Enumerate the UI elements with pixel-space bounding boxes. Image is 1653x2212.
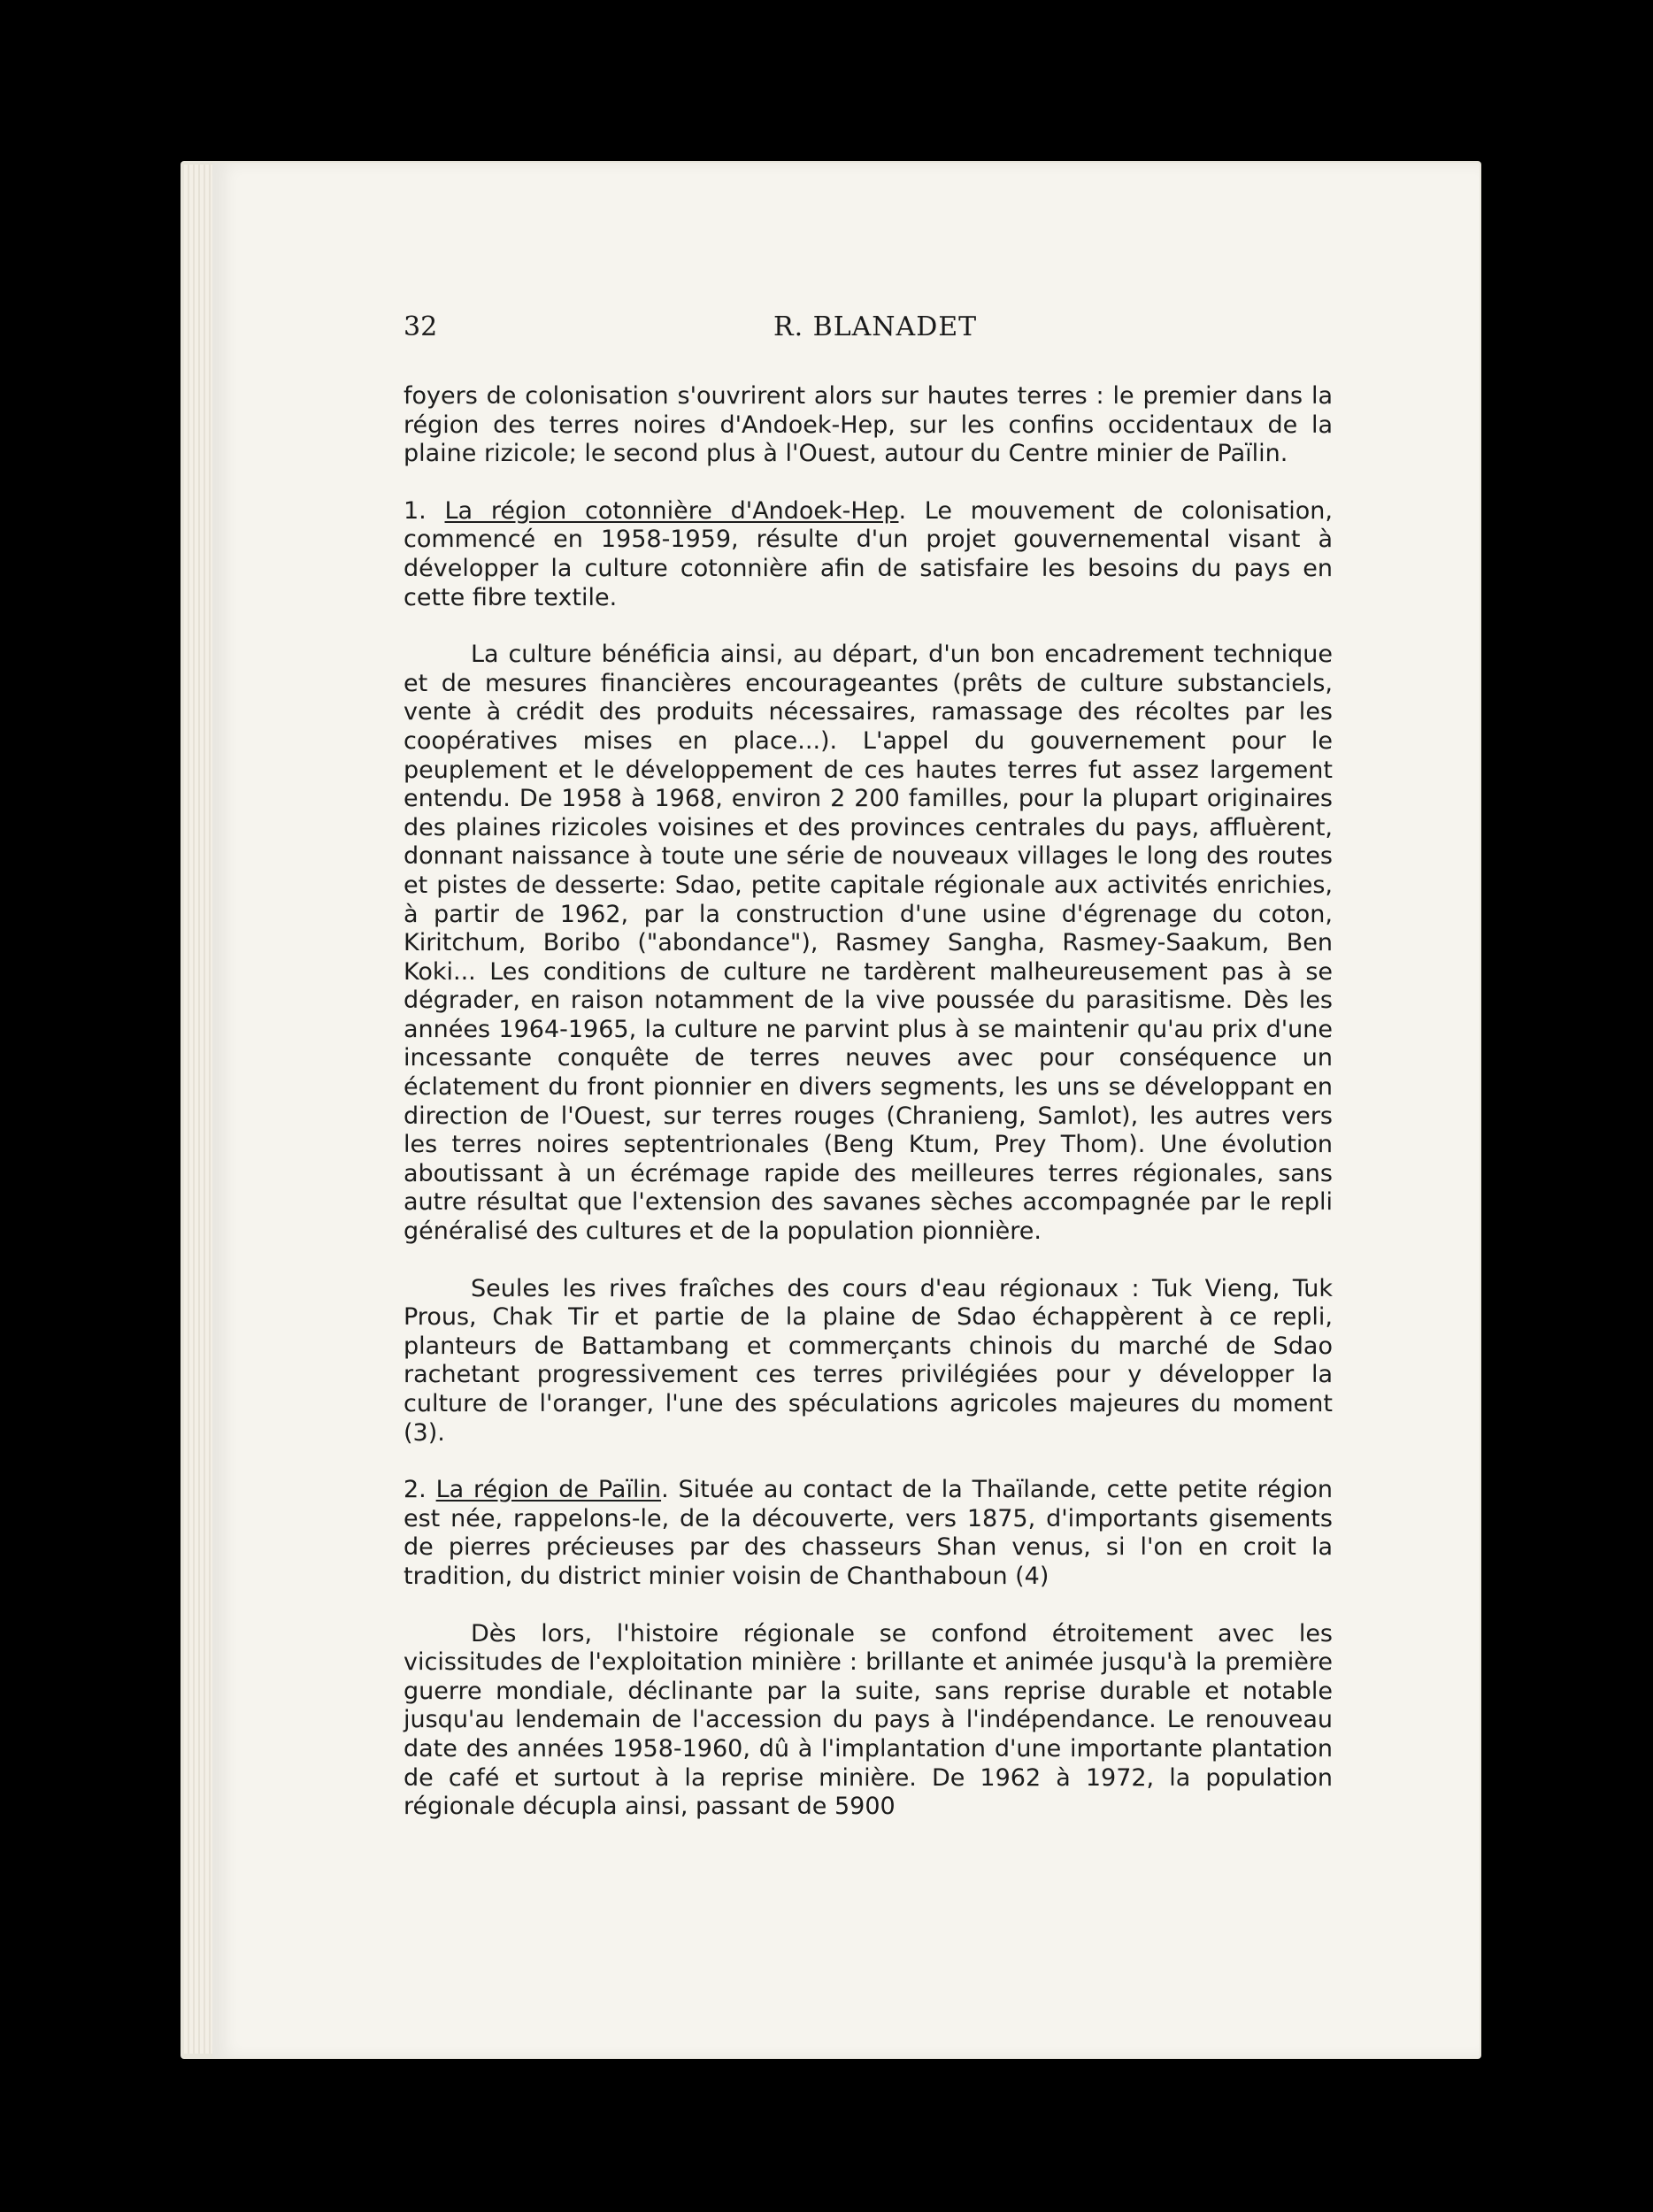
paragraph-regional-history (404, 1620, 1333, 1822)
paragraph-river-banks (404, 1275, 1333, 1448)
section-number: 2. (404, 1476, 427, 1504)
section-number: 1. (404, 496, 427, 525)
running-head-author: R. BLANADET (773, 311, 978, 342)
paragraph-intro (404, 382, 1333, 469)
section-pailin-region (404, 1476, 1333, 1591)
paragraph-cotton-culture (404, 641, 1333, 1246)
section-title: La région de Païlin (435, 1476, 662, 1504)
paragraph-text: foyers de colonisation s'ouvrirent alors sur hautes terres : le premier dans la région des terres noires d'Andoek-Hep, sur les confins occidentaux de la plaine rizicole; le second plus à l'Ouest, autour du Centre minier de Païlin. (404, 382, 1333, 468)
paragraph-text: Dès lors, l'histoire régionale se confond étroitement avec les vicissitudes de l'exploitation minière : brillante et animée jusqu'à la première guerre mondiale, déclinante par la suite, sans reprise durable et notable jusqu'au lendemain de l'accession du pays à l'indépendance. Le renouveau date des années 1958-1960, dû à l'implantation d'une importante plantation de café et surtout à la reprise minière. De 1962 à 1972, la population régionale décupla ainsi, passant de 5900 (404, 1619, 1333, 1821)
paragraph-text: La culture bénéficia ainsi, au départ, d'un bon encadrement technique et de mesures financières encourageantes (prêts de culture substanciels, vente à crédit des produits nécessaires, ramassage des récoltes par les coopératives mises en place...). L'appel du gouvernement pour le peuplement et le développement de ces hautes terres fut assez largement entendu. De 1958 à 1968, environ 2 200 familles, pour la plupart originaires des plaines rizicoles voisines et des provinces centrales du pays, affluèrent, donnant naissance à toute une série de nouveaux villages le long des routes et pistes de desserte: Sdao, petite capitale régionale aux activités enrichies, à partir de 1962, par la construction d'une usine d'égrenage du coton, Kiritchum, Boribo ("abondance"), Rasmey Sangha, Rasmey-Saakum, Ben Koki... Les conditions de culture ne tardèrent malheureusement pas à se dégrader, en raison notamment de la vive poussée du parasitisme. Dès les années 1964-1965, la culture ne parvint plus à se maintenir qu'au prix d'une incessante conquête de terres neuves avec pour conséquence un éclatement du front pionnier en divers segments, les uns se développant en direction de l'Ouest, sur terres rouges (Chranieng, Samlot), les autres vers les terres noires septentrionales (Beng Ktum, Prey Thom). Une évolution aboutissant à un écrémage rapide des meilleures terres régionales, sans autre résultat que l'extension des savanes sèches accompagnée par le repli généralisé des cultures et de la population pionnière. (404, 641, 1333, 1246)
paragraph-text: . Située au contact de la Thaïlande, cette petite région est née, rappelons-le, de la découverte, vers 1875, d'importants gisements de pierres précieuses par des chasseurs Shan venus, si l'on en croit la tradition, du district minier voisin de Chanthaboun (4) (404, 1476, 1333, 1590)
paragraph-text: Seules les rives fraîches des cours d'eau régionaux : Tuk Vieng, Tuk Prous, Chak Tir et partie de la plaine de Sdao échappèrent à ce repli, planteurs de Battambang et commerçants chinois du marché de Sdao rachetant progressivement ces terres privilégiées pour y développer la culture de l'oranger, l'une des spéculations agricoles majeures du moment (3). (404, 1274, 1333, 1447)
paragraph-text: . Le mouvement de colonisation, commencé en 1958-1959, résulte d'un projet gouvernemental visant à développer la culture cotonnière afin de satisfaire les besoins du pays en cette fibre textile. (404, 496, 1333, 611)
body-text (404, 382, 1333, 1822)
page-header (404, 311, 1342, 347)
section-cotton-region (404, 497, 1333, 612)
page-number: 32 (404, 311, 438, 342)
section-title: La région cotonnière d'Andoek-Hep (444, 496, 899, 525)
